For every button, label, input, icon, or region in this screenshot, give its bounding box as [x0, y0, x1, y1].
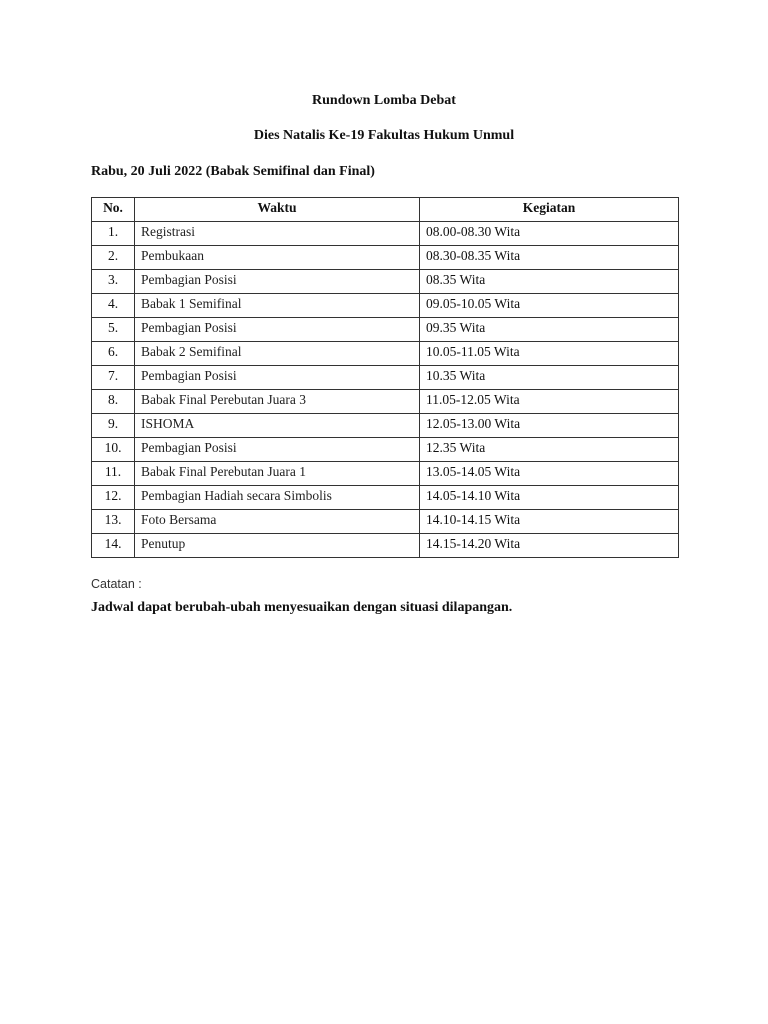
row-time: 08.30-08.35 Wita: [420, 246, 679, 270]
row-time: 08.00-08.30 Wita: [420, 222, 679, 246]
row-activity: Pembagian Posisi: [135, 438, 420, 462]
date-line: Rabu, 20 Juli 2022 (Babak Semifinal dan Final): [91, 164, 375, 179]
row-number: 9.: [92, 414, 135, 438]
row-time: 14.15-14.20 Wita: [420, 534, 679, 558]
row-time: 12.35 Wita: [420, 438, 679, 462]
table-row: [92, 390, 679, 414]
row-number: 8.: [92, 390, 135, 414]
header-kegiatan: Kegiatan: [420, 198, 679, 222]
row-number: 3.: [92, 270, 135, 294]
row-activity: Pembagian Posisi: [135, 366, 420, 390]
table-row: [92, 438, 679, 462]
rundown-table: [91, 197, 679, 558]
row-number: 11.: [92, 462, 135, 486]
row-activity: Babak 2 Semifinal: [135, 342, 420, 366]
row-time: 10.05-11.05 Wita: [420, 342, 679, 366]
table-row: [92, 486, 679, 510]
row-number: 1.: [92, 222, 135, 246]
table-row: [92, 366, 679, 390]
row-number: 7.: [92, 366, 135, 390]
table-row: [92, 246, 679, 270]
notes-label: Catatan :: [91, 577, 142, 591]
row-number: 5.: [92, 318, 135, 342]
row-activity: Pembagian Hadiah secara Simbolis: [135, 486, 420, 510]
header-waktu: Waktu: [135, 198, 420, 222]
table-row: [92, 270, 679, 294]
table-row: [92, 342, 679, 366]
table-row: [92, 534, 679, 558]
table-row: [92, 414, 679, 438]
row-activity: Registrasi: [135, 222, 420, 246]
table-row: [92, 294, 679, 318]
row-activity: Babak Final Perebutan Juara 3: [135, 390, 420, 414]
row-time: 13.05-14.05 Wita: [420, 462, 679, 486]
row-time: 14.10-14.15 Wita: [420, 510, 679, 534]
row-activity: Pembagian Posisi: [135, 270, 420, 294]
row-time: 12.05-13.00 Wita: [420, 414, 679, 438]
row-activity: Penutup: [135, 534, 420, 558]
row-activity: Babak Final Perebutan Juara 1: [135, 462, 420, 486]
table-row: [92, 462, 679, 486]
table-row: [92, 318, 679, 342]
row-time: 14.05-14.10 Wita: [420, 486, 679, 510]
row-time: 11.05-12.05 Wita: [420, 390, 679, 414]
row-activity: Pembagian Posisi: [135, 318, 420, 342]
notes-text: Jadwal dapat berubah-ubah menyesuaikan dengan situasi dilapangan.: [91, 600, 513, 615]
row-activity: Foto Bersama: [135, 510, 420, 534]
row-number: 2.: [92, 246, 135, 270]
row-activity: ISHOMA: [135, 414, 420, 438]
table-row: [92, 222, 679, 246]
row-time: 09.35 Wita: [420, 318, 679, 342]
row-number: 12.: [92, 486, 135, 510]
row-activity: Pembukaan: [135, 246, 420, 270]
row-time: 09.05-10.05 Wita: [420, 294, 679, 318]
header-no: No.: [92, 198, 135, 222]
table-row: [92, 510, 679, 534]
row-activity: Babak 1 Semifinal: [135, 294, 420, 318]
row-number: 6.: [92, 342, 135, 366]
table-header-row: [92, 198, 679, 222]
document-subtitle: Dies Natalis Ke-19 Fakultas Hukum Unmul: [253, 128, 515, 143]
row-time: 08.35 Wita: [420, 270, 679, 294]
row-number: 14.: [92, 534, 135, 558]
row-number: 13.: [92, 510, 135, 534]
document-title: Rundown Lomba Debat: [312, 93, 456, 108]
row-number: 4.: [92, 294, 135, 318]
row-time: 10.35 Wita: [420, 366, 679, 390]
row-number: 10.: [92, 438, 135, 462]
